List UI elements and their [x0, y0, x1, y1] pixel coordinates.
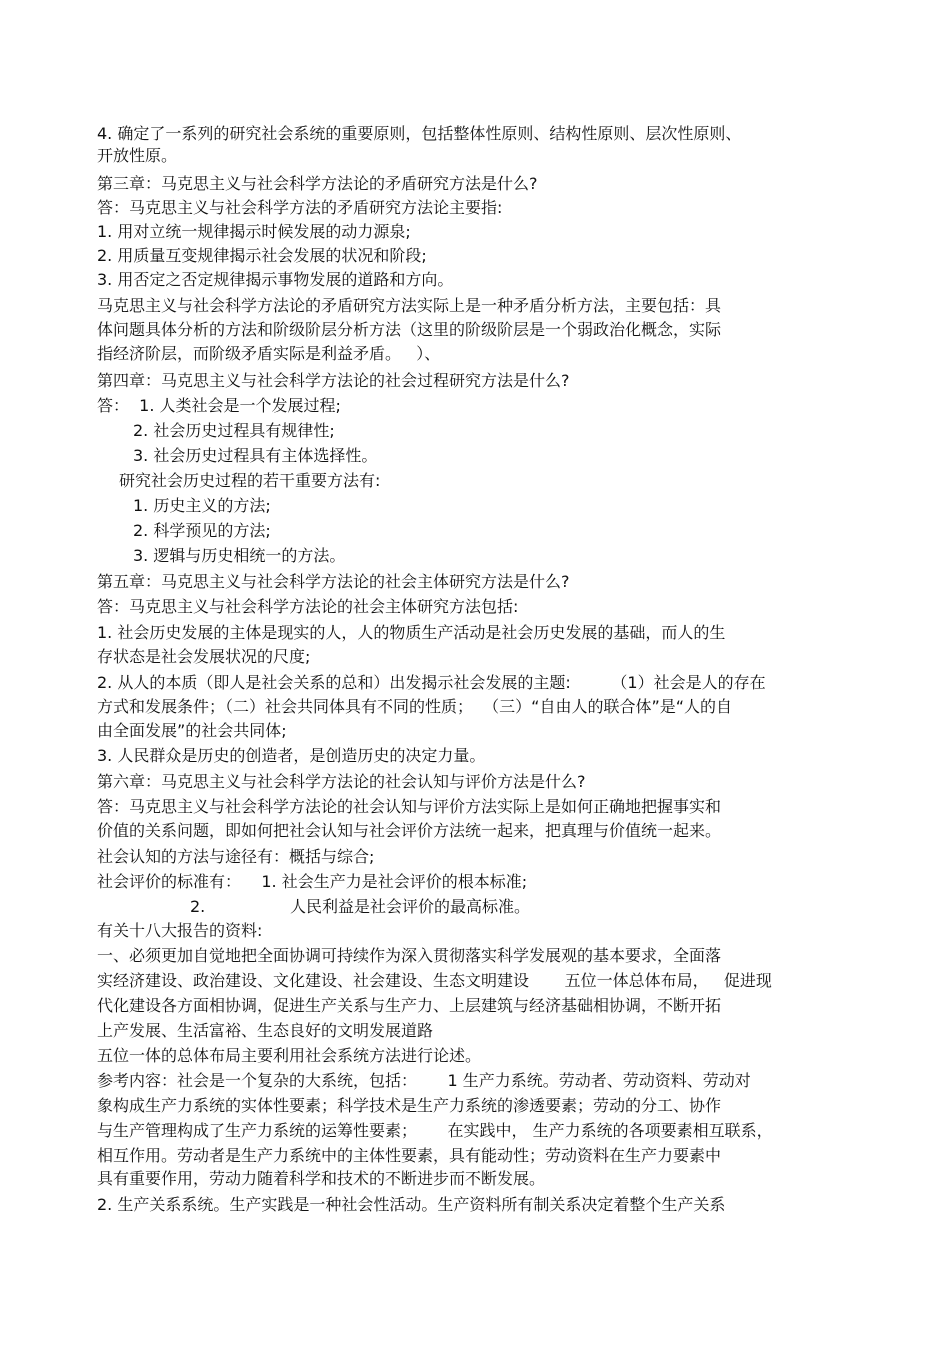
text-line: 指经济阶层，而阶级矛盾实际是利益矛盾。 ）、	[97, 344, 441, 363]
text-line: 象构成生产力系统的实体性要素；科学技术是生产力系统的渗透要素；劳动的分工、协作	[97, 1096, 722, 1115]
text-line: 2. 社会历史过程具有规律性;	[133, 421, 335, 440]
text-line: 答：马克思主义与社会科学方法论的社会认知与评价方法实际上是如何正确地把握事实和	[97, 797, 722, 816]
text-line: 4. 确定了一系列的研究社会系统的重要原则，包括整体性原则、结构性原则、层次性原则、	[97, 124, 742, 143]
text-line: 体问题具体分析的方法和阶级阶层分析方法（这里的阶级阶层是一个弱政治化概念，实际	[97, 320, 722, 339]
text-line: 答：马克思主义与社会科学方法的矛盾研究方法论主要指:	[97, 198, 503, 217]
text-line: 答： 1. 人类社会是一个发展过程;	[97, 396, 341, 415]
chapter-heading: 第六章：马克思主义与社会科学方法论的社会认知与评价方法是什么?	[97, 772, 586, 791]
text-line: 2. 从人的本质（即人是社会关系的总和）出发揭示社会发展的主题: （1）社会是人的存在	[97, 673, 766, 692]
text-line: 上产发展、生活富裕、生态良好的文明发展道路	[97, 1021, 434, 1040]
text-line: 一、必须更加自觉地把全面协调可持续作为深入贯彻落实科学发展观的基本要求，全面落	[97, 946, 722, 965]
text-line: 五位一体的总体布局主要利用社会系统方法进行论述。	[97, 1046, 482, 1065]
text-line: 代化建设各方面相协调，促进生产关系与生产力、上层建筑与经济基础相协调，不断开拓	[97, 996, 722, 1015]
text-line: 1. 历史主义的方法;	[133, 496, 271, 515]
text-line: 由全面发展”的社会共同体;	[97, 721, 287, 740]
text-line: 1. 社会历史发展的主体是现实的人，人的物质生产活动是社会历史发展的基础，而人的生	[97, 623, 726, 642]
text-line: 社会认知的方法与途径有：概括与综合;	[97, 847, 375, 866]
text-line: 3. 逻辑与历史相统一的方法。	[133, 546, 346, 565]
text-line: 1. 用对立统一规律揭示时候发展的动力源泉;	[97, 222, 411, 241]
text-line: 参考内容：社会是一个复杂的大系统，包括： 1 生产力系统。劳动者、劳动资料、劳动对	[97, 1071, 751, 1090]
list-marker: 2.	[190, 897, 206, 916]
chapter-heading: 第五章：马克思主义与社会科学方法论的社会主体研究方法是什么?	[97, 572, 570, 591]
text-line: 3. 社会历史过程具有主体选择性。	[133, 446, 378, 465]
text-line: 人民利益是社会评价的最高标准。	[290, 897, 531, 916]
chapter-heading: 第四章：马克思主义与社会科学方法论的社会过程研究方法是什么?	[97, 371, 570, 390]
chapter-heading: 第三章：马克思主义与社会科学方法论的矛盾研究方法是什么?	[97, 174, 538, 193]
text-line: 方式和发展条件；（二）社会共同体具有不同的性质； （三）“自由人的联合体”是“人的自	[97, 697, 733, 716]
text-line: 存状态是社会发展状况的尺度;	[97, 647, 311, 666]
text-line: 2. 生产关系系统。生产实践是一种社会性活动。生产资料所有制关系决定着整个生产关系	[97, 1195, 726, 1214]
text-line: 社会评价的标准有： 1. 社会生产力是社会评价的根本标准;	[97, 872, 528, 891]
text-line: 与生产管理构成了生产力系统的运筹性要素； 在实践中， 生产力系统的各项要素相互联系，	[97, 1121, 773, 1140]
text-line: 3. 人民群众是历史的创造者，是创造历史的决定力量。	[97, 746, 486, 765]
text-line: 2. 用质量互变规律揭示社会发展的状况和阶段;	[97, 246, 427, 265]
text-line: 相互作用。劳动者是生产力系统中的主体性要素，具有能动性；劳动资料在生产力要素中	[97, 1146, 722, 1165]
text-line: 开放性原。	[97, 146, 178, 165]
text-line: 答：马克思主义与社会科学方法论的社会主体研究方法包括:	[97, 597, 519, 616]
text-line: 具有重要作用，劳动力随着科学和技术的不断进步而不断发展。	[97, 1169, 546, 1188]
text-line: 3. 用否定之否定规律揭示事物发展的道路和方向。	[97, 270, 454, 289]
text-line: 研究社会历史过程的若干重要方法有:	[119, 471, 381, 490]
section-heading: 有关十八大报告的资料:	[97, 921, 263, 940]
text-line: 马克思主义与社会科学方法论的矛盾研究方法实际上是一种矛盾分析方法，主要包括：具	[97, 296, 722, 315]
text-line: 价值的关系问题，即如何把社会认知与社会评价方法统一起来，把真理与价值统一起来。	[97, 821, 722, 840]
text-line: 实经济建设、政治建设、文化建设、社会建设、生态文明建设 五位一体总体布局， 促进现	[97, 971, 772, 990]
text-line: 2. 科学预见的方法;	[133, 521, 271, 540]
